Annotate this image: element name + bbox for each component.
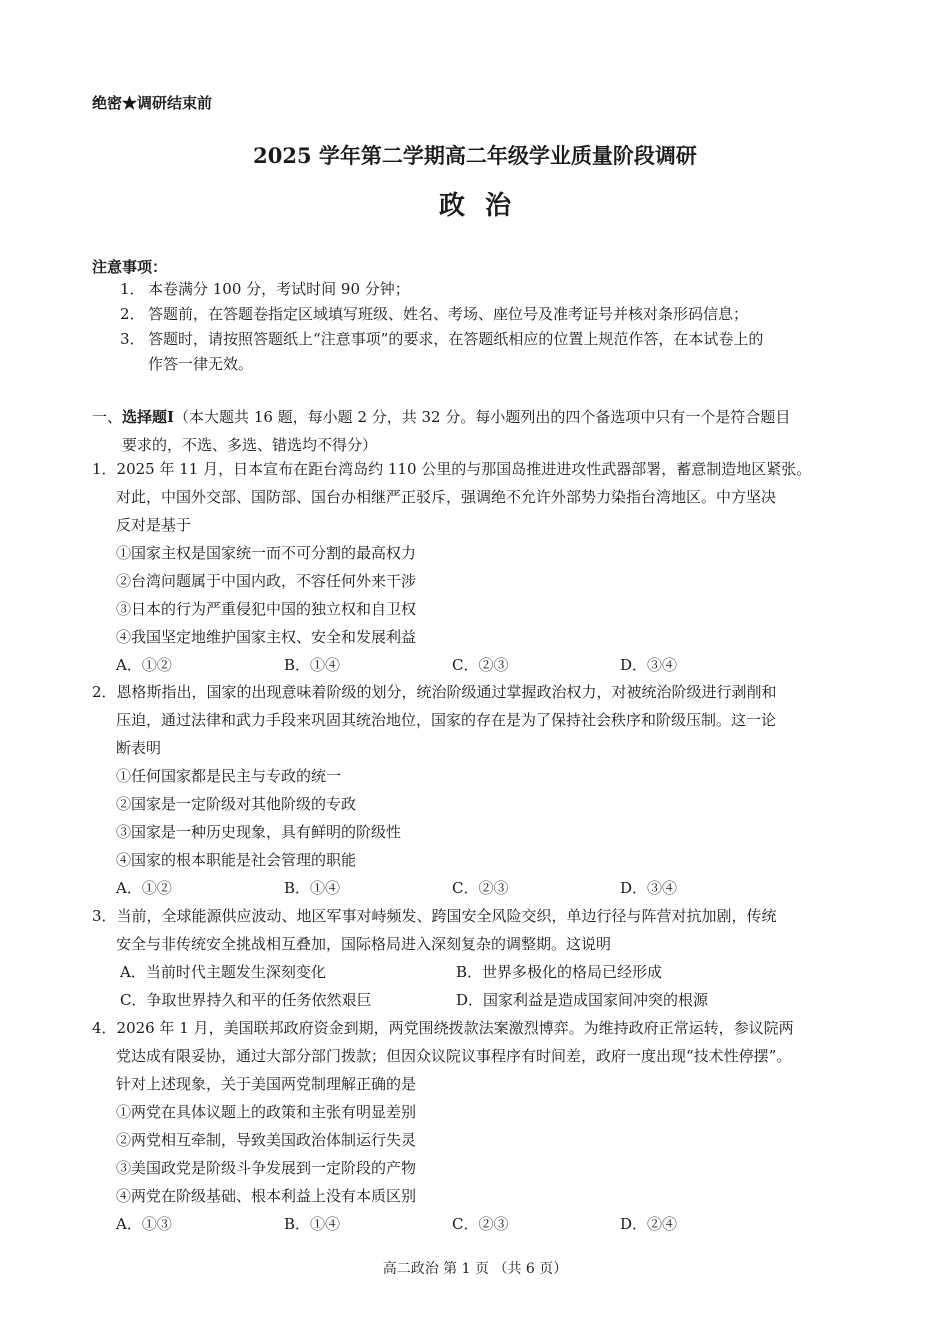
- choice-b: B．世界多极化的格局已经形成: [456, 963, 663, 981]
- statement: ②台湾问题属于中国内政，不容任何外来干涉: [116, 572, 417, 590]
- question-stem: 4．2026 年 1 月，美国联邦政府资金到期，两党围绕拨款法案激烈博弈。为维持政府正常运转，参议院两: [92, 1019, 794, 1037]
- choice-c: C．②③: [452, 1215, 509, 1233]
- statement: ③国家是一种历史现象，具有鲜明的阶级性: [116, 823, 402, 841]
- choice-b: B．①④: [284, 1215, 341, 1233]
- statement: ④两党在阶级基础、根本利益上没有本质区别: [116, 1187, 417, 1205]
- answer-choices: [92, 986, 862, 1014]
- exam-title: 2025 学年第二学期高二年级学业质量阶段调研: [253, 143, 697, 168]
- notice-item-text: 答题前，在答题卷指定区域填写班级、姓名、考场、座位号及准考证号并核对条形码信息；: [148, 305, 749, 323]
- section-instructions-continued: 要求的，不选、多选、错选均不得分）: [122, 436, 378, 454]
- statement: ④我国坚定地维护国家主权、安全和发展利益: [116, 628, 417, 646]
- statement: ①国家主权是国家统一而不可分割的最高权力: [116, 544, 417, 562]
- choice-d: D．③④: [620, 656, 678, 674]
- notice-item-text-continued: 作答一律无效。: [148, 355, 254, 373]
- choice-b: B．①④: [284, 656, 341, 674]
- subject-title: 政治: [438, 191, 531, 221]
- statement: ②国家是一定阶级对其他阶级的专政: [116, 795, 357, 813]
- section-number: 一、: [92, 408, 123, 426]
- notice-item: [120, 277, 865, 302]
- question-4: [92, 1014, 862, 1238]
- page-footer: 高二政治 第 1 页 （共 6 页）: [382, 1261, 568, 1277]
- notice-item-number: 1．: [120, 280, 145, 298]
- choice-a: A．①③: [116, 1215, 172, 1233]
- question-stem: 压迫，通过法律和武力手段来巩固其统治地位，国家的存在是为了保持社会秩序和阶级压制。这一论: [116, 711, 777, 729]
- question-stem: 1．2025 年 11 月，日本宣布在距台湾岛约 110 公里的与那国岛推进进攻性武器部署，蓄意制造地区紧张。: [92, 460, 812, 478]
- section-heading: [92, 403, 862, 459]
- section-title: 选择题Ⅰ: [122, 408, 175, 426]
- choice-a: A．①②: [116, 656, 172, 674]
- notice-item: [120, 327, 865, 377]
- question-1: [92, 455, 862, 679]
- question-stem: 针对上述现象，关于美国两党制理解正确的是: [116, 1075, 417, 1093]
- answer-choices: [92, 874, 862, 902]
- statement: ④国家的根本职能是社会管理的职能: [116, 851, 357, 869]
- notice-item-number: 2．: [120, 305, 145, 323]
- notice-item-number: 3．: [120, 330, 145, 348]
- question-stem: 断表明: [116, 739, 162, 757]
- statement: ①任何国家都是民主与专政的统一: [116, 767, 342, 785]
- secret-mark: 绝密★调研结束前: [92, 94, 213, 112]
- statement: ③美国政党是阶级斗争发展到一定阶段的产物: [116, 1159, 417, 1177]
- notice-item-text: 答题时，请按照答题纸上“注意事项”的要求，在答题纸相应的位置上规范作答，在本试卷上的: [148, 330, 764, 348]
- question-3: [92, 902, 862, 1014]
- choice-c: C．争取世界持久和平的任务依然艰巨: [120, 991, 372, 1009]
- question-stem: 2．恩格斯指出，国家的出现意味着阶级的划分，统治阶级通过掌握政治权力，对被统治阶级进行剥削和: [92, 683, 777, 701]
- choice-a: A．①②: [116, 879, 172, 897]
- statement: ②两党相互牵制，导致美国政治体制运行失灵: [116, 1131, 417, 1149]
- choice-b: B．①④: [284, 879, 341, 897]
- notice-heading: 注意事项：: [92, 258, 168, 276]
- statement: ①两党在具体议题上的政策和主张有明显差别: [116, 1103, 417, 1121]
- choice-d: D．③④: [620, 879, 678, 897]
- question-stem: 反对是基于: [116, 516, 192, 534]
- notice-item-text: 本卷满分 100 分，考试时间 90 分钟；: [148, 280, 410, 298]
- choice-a: A．当前时代主题发生深刻变化: [120, 963, 326, 981]
- statement: ③日本的行为严重侵犯中国的独立权和自卫权: [116, 600, 417, 618]
- choice-d: D．国家利益是造成国家间冲突的根源: [456, 991, 709, 1009]
- answer-choices: [92, 958, 862, 986]
- question-stem: 对此，中国外交部、国防部、国台办相继严正驳斥，强调绝不允许外部势力染指台湾地区。中方坚决: [116, 488, 777, 506]
- choice-c: C．②③: [452, 656, 509, 674]
- answer-choices: [92, 651, 862, 679]
- question-stem: 党达成有限妥协，通过大部分部门拨款；但因众议院议事程序有时间差，政府一度出现“技术性停摆”。: [116, 1047, 792, 1065]
- question-stem: 3．当前，全球能源供应波动、地区军事对峙频发、跨国安全风险交织，单边行径与阵营对抗加剧，传统: [92, 907, 777, 925]
- section-instructions: （本大题共 16 题，每小题 2 分，共 32 分。每小题列出的四个备选项中只有一个是符合题目: [174, 408, 791, 426]
- choice-d: D．②④: [620, 1215, 678, 1233]
- question-stem: 安全与非传统安全挑战相互叠加，国际格局进入深刻复杂的调整期。这说明: [116, 935, 612, 953]
- question-2: [92, 678, 862, 902]
- answer-choices: [92, 1210, 862, 1238]
- choice-c: C．②③: [452, 879, 509, 897]
- notice-item: [120, 302, 865, 327]
